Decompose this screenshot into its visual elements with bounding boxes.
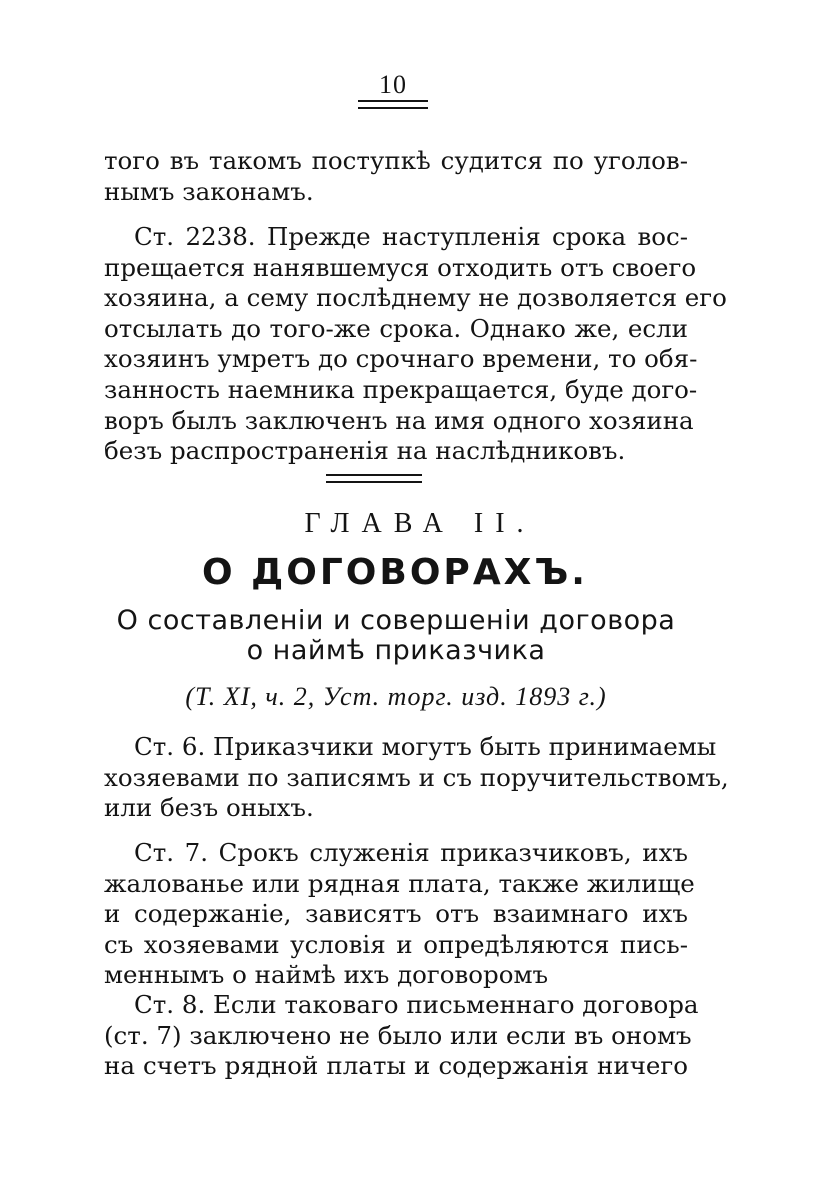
chapter-label: ГЛАВА II. — [304, 508, 536, 539]
paragraph-article-8 — [104, 990, 699, 1082]
text-line: Ст. 6. Приказчики могутъ быть принимаемы — [134, 732, 717, 761]
text-line: воръ былъ заключенъ на имя одного хозяина — [104, 405, 694, 435]
text-line: Ст. 2238. Прежде наступленія срока вос- — [134, 222, 688, 251]
text-line: Ст. 8. Если таковаго письменнаго договора — [134, 990, 699, 1019]
text-line: хозяевами по записямъ и съ поручительствомъ, — [104, 762, 729, 792]
chapter-subtitle — [104, 606, 688, 666]
text-line: занность наемника прекращается, буде дого- — [104, 374, 698, 404]
text-line: хозяина, а сему послѣднему не дозволяется его — [104, 283, 727, 313]
text-line: нымъ законамъ. — [104, 176, 314, 206]
paragraph-article-2238 — [104, 222, 727, 467]
text-line: на счетъ рядной платы и содержанія ничего — [104, 1051, 688, 1081]
page-number-rule — [358, 100, 428, 109]
text-line: или безъ оныхъ. — [104, 793, 314, 823]
text-line: меннымъ о наймѣ ихъ договоромъ — [104, 960, 549, 990]
source-reference: (Т. XI, ч. 2, Уст. торг. изд. 1893 г.) — [185, 682, 607, 711]
paragraph-article-6 — [104, 732, 729, 824]
chapter-title: О ДОГОВОРАХЪ. — [202, 552, 588, 593]
text-line: отсылать до того-же срока. Однако же, если — [104, 313, 688, 343]
text-line: того въ такомъ поступкѣ судится по уголов- — [104, 146, 688, 175]
subtitle-line: О составленіи и совершеніи договора — [116, 605, 676, 636]
page-number: 10 — [379, 70, 407, 99]
text-line: и содержаніе, зависятъ отъ взаимнаго ихъ — [104, 899, 688, 929]
subtitle-line: о наймѣ приказчика — [246, 635, 546, 666]
text-line: прещается нанявшемуся отходить отъ своего — [104, 252, 697, 282]
section-separator — [326, 474, 422, 483]
text-line: хозяинъ умретъ до срочнаго времени, то обя- — [104, 344, 698, 374]
paragraph-article-7 — [104, 838, 695, 991]
text-line: жалованье или рядная плата, также жилище — [104, 868, 695, 898]
text-line: Ст. 7. Срокъ служенія приказчиковъ, ихъ — [134, 838, 688, 867]
text-line: съ хозяевами условія и опредѣляются пись- — [104, 929, 688, 959]
text-line: (ст. 7) заключено не было или если въ ономъ — [104, 1020, 692, 1050]
text-line: безъ распространенія на наслѣдниковъ. — [104, 436, 626, 466]
paragraph-continuation — [104, 146, 688, 207]
